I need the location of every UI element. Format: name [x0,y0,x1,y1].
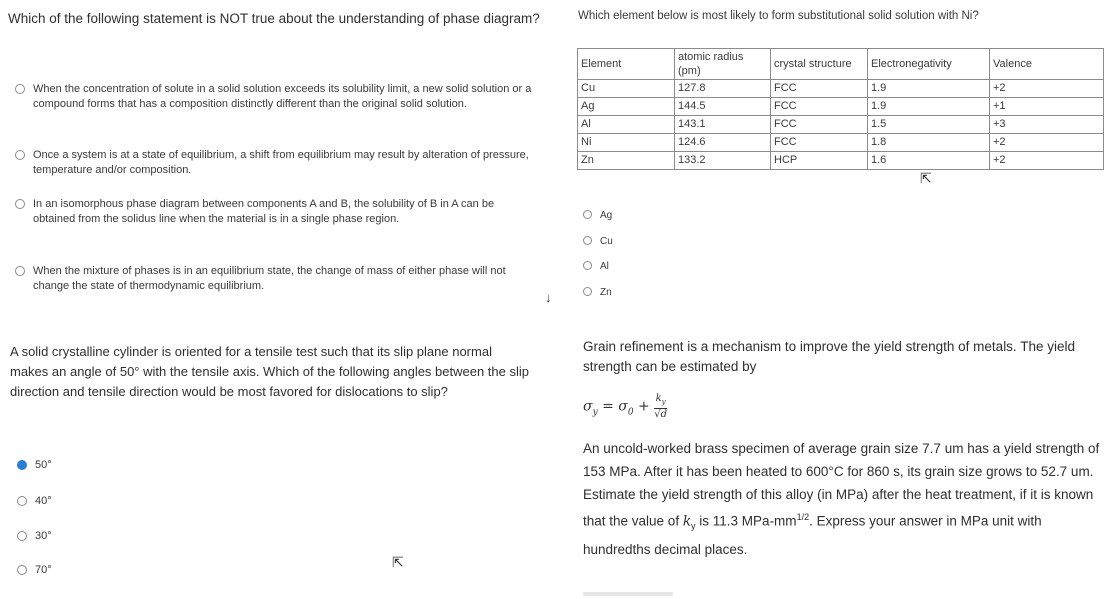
formula-sigma0: σ [618,398,628,415]
table-cell: Zn [578,152,675,170]
table-cell: +2 [990,152,1104,170]
table-row [578,152,1104,170]
formula-numerator: k [655,393,662,404]
q1-option-1[interactable] [15,82,540,112]
formula-denominator: √d [654,409,668,420]
table-cell: +3 [990,116,1104,134]
table-header: atomic radius (pm) [675,49,771,80]
q3-option-label: 50° [35,459,52,471]
table-cell: +1 [990,98,1104,116]
q3-option-label: 70° [35,564,52,576]
table-cell: FCC [771,98,868,116]
formula-plus: + [638,398,650,415]
q3-option-30[interactable] [17,529,52,544]
q2-option-label: Cu [600,236,613,247]
table-cell: 144.5 [675,98,771,116]
q1-option-4[interactable] [15,264,535,294]
table-cell: +2 [990,134,1104,152]
q1-option-2[interactable] [15,148,545,178]
table-row [578,80,1104,98]
table-cell: Ag [578,98,675,116]
q1-option-3-label: In an isomorphous phase diagram between components A and B, the solubility of B in A can be obtained from the solidus line when the material is in a single phase region. [33,198,495,225]
q4-ky-sub: y [691,521,696,532]
q3-option-40[interactable] [17,494,52,509]
q4-ky: k [682,513,692,530]
table-cell: Ni [578,134,675,152]
table-header: Electronegativity [868,49,990,80]
table-row [578,98,1104,116]
radio-button[interactable] [583,236,592,245]
q2-option-label: Ag [600,210,613,221]
radio-button[interactable] [583,210,592,219]
q2-option-al[interactable] [583,259,609,274]
answer-input[interactable] [583,592,673,596]
formula-numerator-sub: y [661,398,666,406]
table-cell: FCC [771,134,868,152]
yield-strength-formula: $\sigma_y = \sigma_0$ + $\frac{k_y}{√d}$ [583,393,668,420]
q2-option-zn[interactable] [583,285,612,300]
table-cell: 143.1 [675,116,771,134]
table-row [578,134,1104,152]
table-cell: FCC [771,116,868,134]
table-cell: +2 [990,80,1104,98]
q1-option-4-label: When the mixture of phases is in an equilibrium state, the change of mass of either phase will not change the state of thermodynamic equilibrium. [33,265,506,292]
q3-option-label: 30° [35,530,52,542]
table-cell: 1.5 [868,116,990,134]
q2-option-cu[interactable] [583,234,613,249]
q1-option-1-label: When the concentration of solute in a solid solution exceeds its solubility limit, a new solid solution or a compound forms that has a composition distinctly different than the original solid solution. [33,83,532,110]
table-cell: 1.6 [868,152,990,170]
scroll-arrow-icon: ↓ [545,290,552,305]
table-cell: 1.8 [868,134,990,152]
radio-button[interactable] [17,496,27,506]
q2-question: Which element below is most likely to form substitutional solid solution with Ni? [578,10,979,22]
q4-body-text: An uncold-worked brass specimen of average grain size 7.7 um has a yield strength of 153 MPa. After it has been heated to 600°C for 860 s, its grain size grows to 52.7 um. Estimate the yield strength of this alloy (in MPa) after the heat treatment, if it is known that the value of [583,441,1100,529]
radio-button[interactable] [17,565,27,575]
table-cell: Al [578,116,675,134]
table-header-row [578,49,1104,80]
mouse-cursor-icon: ⇱ [392,554,404,570]
table-cell: 127.8 [675,80,771,98]
formula-sigma0-sub: 0 [627,407,634,418]
q3-option-70[interactable] [17,563,52,578]
radio-button-selected[interactable] [17,460,27,470]
radio-button[interactable] [583,261,592,270]
table-cell: Cu [578,80,675,98]
formula-fraction [654,393,667,420]
radio-button[interactable] [15,199,25,209]
q1-option-2-label: Once a system is at a state of equilibrium, a shift from equilibrium may result by alteration of pressure, temperature and/or composition. [33,149,529,176]
q4-intro: Grain refinement is a mechanism to improve the yield strength of metals. The yield strength can be estimated by [583,339,1075,374]
table-header: Valence [990,49,1104,80]
q4-body [583,437,1103,561]
radio-button[interactable] [15,84,25,94]
table-cell: 1.9 [868,80,990,98]
q2-option-ag[interactable] [583,208,612,223]
radio-button[interactable] [15,266,25,276]
q1-question: Which of the following statement is NOT true about the understanding of phase diagram? [8,11,540,26]
q3-option-50[interactable] [17,458,52,473]
formula-lhs: σ [583,398,593,415]
formula-lhs-sub: y [592,407,598,418]
table-cell: 1.9 [868,98,990,116]
q3-option-label: 40° [35,495,52,507]
element-table [577,48,1104,170]
mouse-cursor-icon: ⇱ [920,170,932,186]
q2-option-label: Zn [600,287,612,298]
table-cell: 124.6 [675,134,771,152]
table-header: crystal structure [771,49,868,80]
radio-button[interactable] [583,287,592,296]
table-cell: FCC [771,80,868,98]
radio-button[interactable] [17,531,27,541]
q4-exponent: 1/2 [796,512,810,522]
table-cell: HCP [771,152,868,170]
table-header: Element [578,49,675,80]
q2-option-label: Al [600,261,609,272]
q3-question: A solid crystalline cylinder is oriented for a tensile test such that its slip plane normal makes an angle of 50° with the tensile axis. Which of the following angles between the slip direction and tensile direction would be most favored for dislocations to slip? [10,344,529,399]
q4-body-text-2: is 11.3 MPa-mm [695,513,797,529]
q1-option-3[interactable] [15,197,535,227]
table-row [578,116,1104,134]
radio-button[interactable] [15,150,25,160]
q4-body-text-3: . Express your answer in MPa unit with hundredths decimal places. [583,513,1042,558]
table-cell: 133.2 [675,152,771,170]
